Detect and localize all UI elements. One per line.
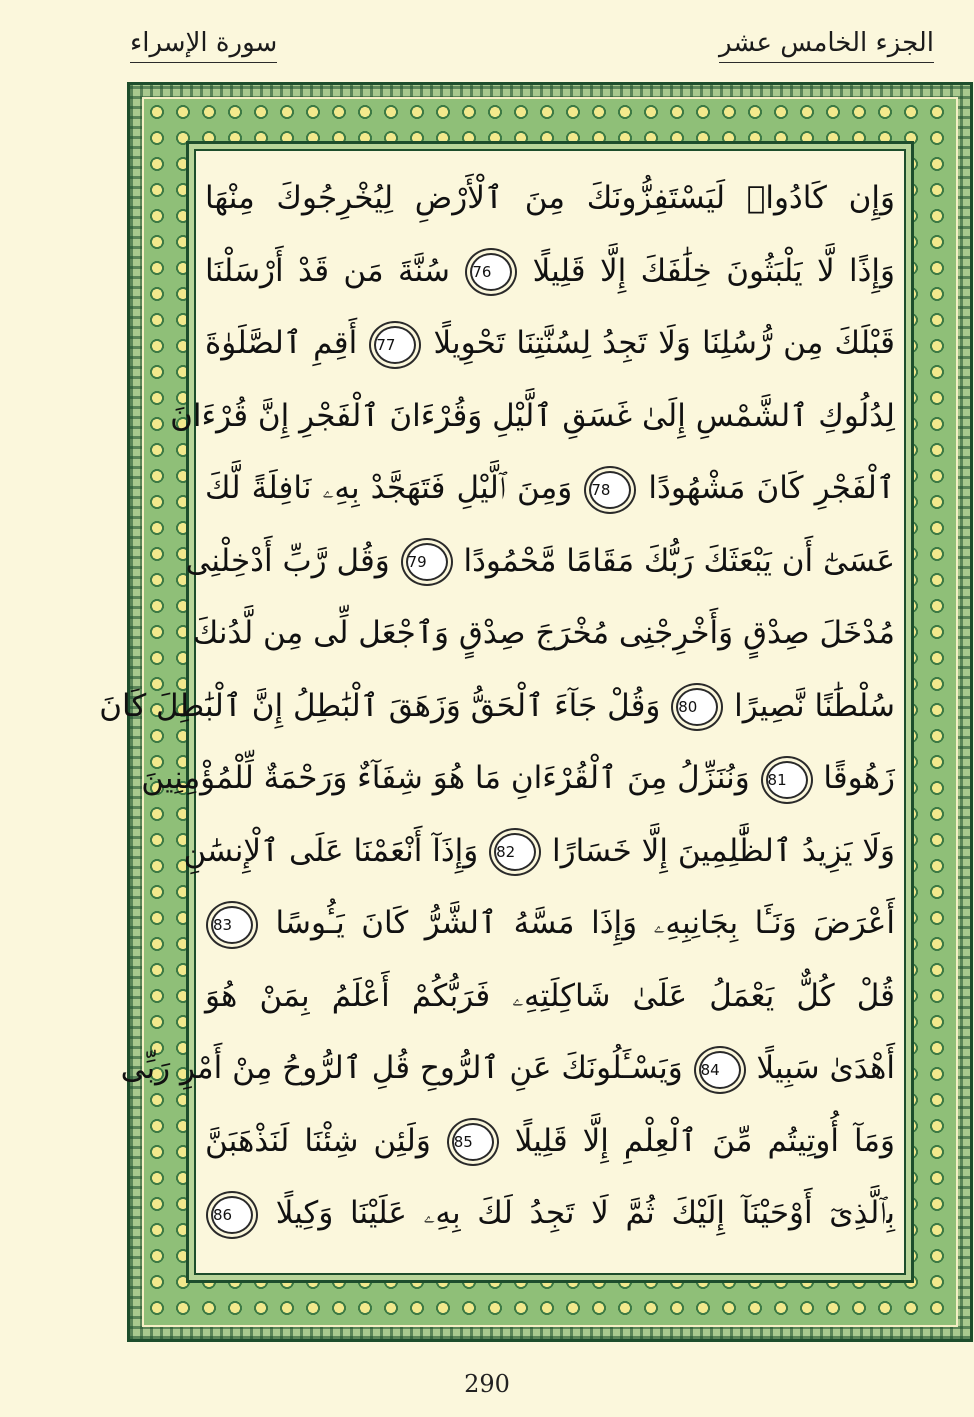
text-line xyxy=(205,887,895,960)
ornamental-border xyxy=(99,82,973,1342)
verse-text: وَلَئِن شِئْنَا لَنَذْهَبَنَّ xyxy=(205,1122,431,1159)
verse-text: وَقُلْ جَآءَ ٱلْحَقُّ وَزَهَقَ ٱلْبَٰطِلُ إِنَّ ٱلْبَٰطِلَ كَانَ xyxy=(99,687,661,724)
verse-text: وَإِن كَادُوا۟ لَيَسْتَفِزُّونَكَ مِنَ ٱلْأَرْضِ لِيُخْرِجُوكَ مِنْهَا xyxy=(205,180,895,216)
verse-text: قُلْ كُلٌّ يَعْمَلُ عَلَىٰ شَاكِلَتِهِۦ فَرَبُّكُمْ أَعْلَمُ بِمَنْ هُوَ xyxy=(205,977,895,1014)
text-line xyxy=(120,1032,895,1105)
verse-text: وَمِنَ ٱلَّيْلِ فَتَهَجَّدْ بِهِۦ نَافِلَةً لَّكَ xyxy=(205,470,573,506)
text-line xyxy=(141,742,895,815)
text-line xyxy=(99,670,895,743)
verse-text: عَسَىٰٓ أَن يَبْعَثَكَ رَبُّكَ مَقَامًا مَّحْمُودًا xyxy=(463,542,895,579)
ayah-number-marker: 86 xyxy=(211,1196,253,1234)
text-line xyxy=(185,525,895,598)
verse-text: وَقُل رَّبِّ أَدْخِلْنِى xyxy=(185,542,390,579)
text-line xyxy=(170,380,895,453)
text-line xyxy=(205,452,895,525)
verse-text: وَيَسْـَٔلُونَكَ عَنِ ٱلرُّوحِ قُلِ ٱلرُّوحُ مِنْ أَمْرِ رَبِّى xyxy=(120,1050,683,1086)
ayah-number-marker: 83 xyxy=(211,906,253,944)
verse-text: أَعْرَضَ وَنَـَٔا بِجَانِبِهِۦ وَإِذَا مَسَّهُ ٱلشَّرُّ كَانَ يَـُٔوسًا xyxy=(275,905,895,941)
ayah-number-marker: 81 xyxy=(766,761,808,799)
verse-text: أَهْدَىٰ سَبِيلًا xyxy=(756,1050,895,1086)
ayah-number-marker: 78 xyxy=(589,471,631,509)
ayah-number-marker: 76 xyxy=(470,253,512,291)
ayah-number-marker: 85 xyxy=(452,1123,494,1161)
verse-text: وَنُنَزِّلُ مِنَ ٱلْقُرْءَانِ مَا هُوَ شِفَآءٌ وَرَحْمَةٌ لِّلْمُؤْمِنِينَ xyxy=(141,760,750,796)
ayah-number-marker: 77 xyxy=(374,326,416,364)
verse-text: وَمَآ أُوتِيتُم مِّنَ ٱلْعِلْمِ إِلَّا قَلِيلًا xyxy=(514,1122,896,1159)
text-line xyxy=(205,960,895,1033)
text-line xyxy=(205,235,895,308)
verse-text: سُلْطَٰنًا نَّصِيرًا xyxy=(734,687,895,724)
text-line xyxy=(183,815,895,888)
text-line xyxy=(205,307,895,380)
verse-text: قَبْلَكَ مِن رُّسُلِنَا وَلَا تَجِدُ لِسُنَّتِنَا تَحْوِيلًا xyxy=(433,325,896,361)
verse-text: أَقِمِ ٱلصَّلَوٰةَ xyxy=(205,325,358,361)
verse-text: لِدُلُوكِ ٱلشَّمْسِ إِلَىٰ غَسَقِ ٱلَّيْلِ وَقُرْءَانَ ٱلْفَجْرِ إِنَّ قُرْءَانَ xyxy=(170,397,895,434)
juz-name-header: الجزء الخامس عشر xyxy=(719,28,934,63)
verse-text: بِٱلَّذِىٓ أَوْحَيْنَآ إِلَيْكَ ثُمَّ لَا تَجِدُ لَكَ بِهِۦ عَلَيْنَا وَكِيلًا xyxy=(275,1195,896,1231)
verse-text: وَلَا يَزِيدُ ٱلظَّٰلِمِينَ إِلَّا خَسَارًا xyxy=(551,832,895,869)
text-line xyxy=(205,1177,895,1250)
page-number: 290 xyxy=(464,1370,510,1398)
verse-text: وَإِذًا لَّا يَلْبَثُونَ خِلَٰفَكَ إِلَّا قَلِيلًا xyxy=(532,252,895,289)
ayah-number-marker: 80 xyxy=(676,688,718,726)
surah-name-header: سورة الإسراء xyxy=(130,28,277,63)
ayah-number-marker: 84 xyxy=(699,1051,741,1089)
ayah-number-marker: 79 xyxy=(406,543,448,581)
quran-text xyxy=(99,162,896,1262)
verse-text: ٱلْفَجْرِ كَانَ مَشْهُودًا xyxy=(648,470,895,506)
verse-text: سُنَّةَ مَن قَدْ أَرْسَلْنَا xyxy=(205,252,450,289)
text-line xyxy=(205,162,895,235)
verse-text: مُدْخَلَ صِدْقٍ وَأَخْرِجْنِى مُخْرَجَ صِدْقٍ وَٱجْعَل لِّى مِن لَّدُنكَ xyxy=(192,615,895,651)
verse-text: زَهُوقًا xyxy=(823,760,895,796)
text-panel xyxy=(99,141,914,1283)
verse-text: وَإِذَآ أَنْعَمْنَا عَلَى ٱلْإِنسَٰنِ xyxy=(183,832,479,869)
text-line xyxy=(205,1105,895,1178)
text-line xyxy=(192,597,895,670)
ayah-number-marker: 82 xyxy=(494,833,536,871)
